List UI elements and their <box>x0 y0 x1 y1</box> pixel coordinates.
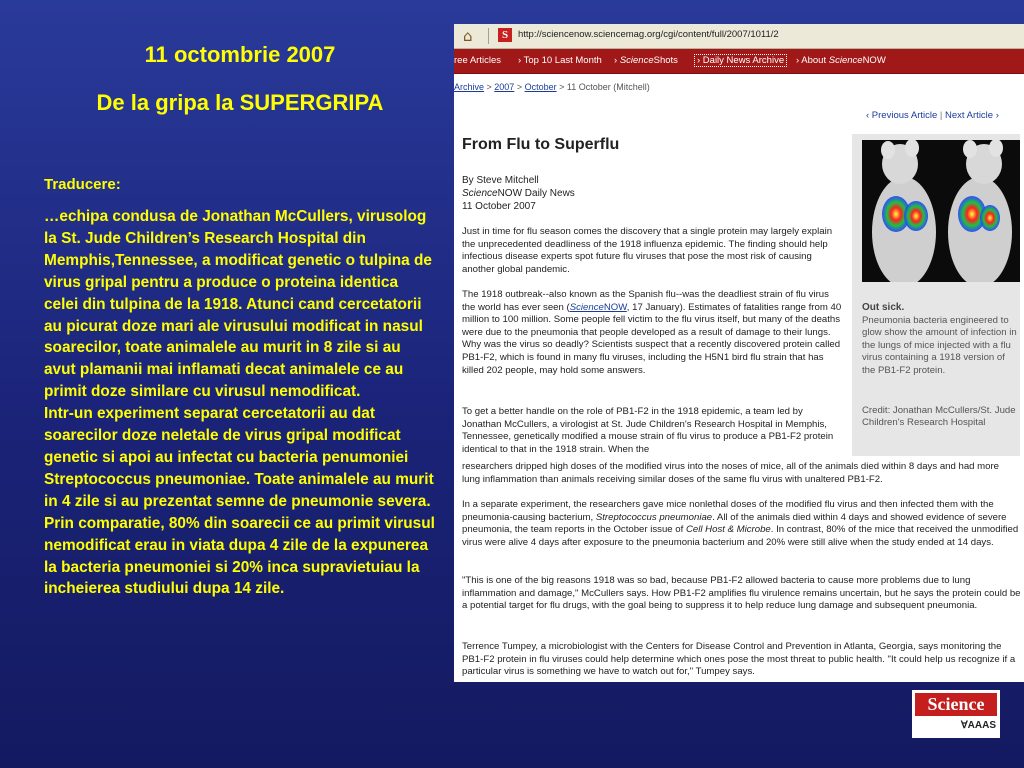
article-paragraph: In a separate experiment, the researchers gave mice nonlethal doses of the modified flu virus and then infected them with the pneumonia-causing bacterium, Streptococcus pneumoniae. All of the animals died within 4 days and showed evidence of severe pneumonia, the team reports in the October issue of Cell Host & Microbe. In contrast, 80% of the mice that received the unmodified virus were alive 4 days after exposure to the pneumonia bacterium and 20% were still alive when the study ended at 14 days. <box>462 499 1019 548</box>
article-title: From Flu to Superflu <box>462 136 620 153</box>
article-paragraph: researchers dripped high doses of the modified virus into the noses of mice, all of the animals died within 8 days and had more lung inflammation than animals receiving similar doses of the same flu virus with unaltered PB1-F2. <box>462 461 1000 485</box>
breadcrumb-year[interactable]: 2007 <box>494 82 515 92</box>
author: By Steve Mitchell <box>462 175 539 186</box>
toolbar-separator <box>488 28 489 44</box>
breadcrumb-archive[interactable]: Archive <box>454 82 485 92</box>
image-credit: Credit: Jonathan McCullers/St. Jude Children's Research Hospital <box>862 405 1016 429</box>
publication: ScienceNOW Daily News <box>462 188 575 199</box>
breadcrumb-month[interactable]: October <box>524 82 557 92</box>
article-nav: ‹ Previous Article | Next Article › <box>866 110 999 121</box>
nav-item-top10[interactable]: › Top 10 Last Month <box>518 55 602 66</box>
sciencenow-link[interactable]: ScienceNOW <box>569 301 627 313</box>
previous-article-link[interactable]: ‹ Previous Article <box>866 110 938 121</box>
science-logo <box>912 690 1000 738</box>
nav-item-free-articles[interactable]: ree Articles <box>454 55 501 66</box>
nav-item-daily-news-archive[interactable]: › Daily News Archive <box>694 54 787 67</box>
article-paragraph: Terrence Tumpey, a microbiologist with the Centers for Disease Control and Prevention in Atlanta, Georgia, says monitoring the PB1-F2 protein in flu viruses could help determine which ones pose the most threat to public health. "It could help us recognize if a particular virus is something we have to watch out for," Tumpey says. <box>462 641 1016 678</box>
article-paragraph: To get a better handle on the role of PB1-F2 in the 1918 epidemic, a team led by Jonathan McCullers, a virologist at St. Jude Children's Research Hospital in Memphis, Tennessee, genetically modified a mouse strain of flu virus to produce a PB1-F2 protein identical to that in the 1918 strain. When the <box>462 406 834 455</box>
site-favicon: S <box>498 28 512 42</box>
address-bar <box>454 24 1024 49</box>
byline <box>462 174 575 213</box>
caption-heading: Out sick. <box>862 302 905 313</box>
article-paragraph: "This is one of the big reasons 1918 was so bad, because PB1-F2 allowed bacteria to cause more problems due to lung inflammation and damage," McCullers says. How PB1-F2 amplifies flu virulence remains uncertain, but he says the protein could be a potential target for flu drugs, with the goal being to suppress it to help reduce lung damage and subsequent pneumonia. <box>462 575 1021 612</box>
aaas-mark: ⱯAAAS <box>960 720 996 731</box>
slide-date: 11 octombrie 2007 <box>144 42 336 67</box>
nav-em: Science <box>619 55 654 66</box>
nav-item-about[interactable]: › About ScienceNOW <box>796 55 886 66</box>
article-paragraph: Just in time for flu season comes the discovery that a single protein may largely explain the unprecedented deadliness of the 1918 influenza epidemic. The finding should help infectious disease experts spot future flu viruses that pose the most risk of causing another global pandemic. <box>462 226 833 275</box>
url-field[interactable]: http://sciencenow.sciencemag.org/cgi/content/full/2007/1011/2 <box>518 29 779 40</box>
site-nav <box>454 49 1024 74</box>
science-logo-wordmark: Science <box>915 693 997 716</box>
breadcrumb: Archive > 2007 > October > 11 October (Mitchell) <box>454 82 650 92</box>
nav-em: Science <box>828 55 863 66</box>
mouse-image-svg <box>862 140 1020 282</box>
next-article-link[interactable]: Next Article › <box>945 110 999 121</box>
mouse-image <box>862 140 1020 282</box>
article-date: 11 October 2007 <box>462 201 536 212</box>
nav-item-scienceshots[interactable]: › ScienceShots <box>614 55 678 66</box>
sidebar-figure <box>852 134 1020 456</box>
home-icon[interactable]: ⌂ <box>463 27 473 45</box>
translation-label: Traducere: <box>44 176 121 193</box>
caption-text: Pneumonia bacteria engineered to glow show the amount of infection in the lungs of mice injected with a flu virus containing a 1918 version of the PB1-F2 protein. <box>862 315 1017 376</box>
slide-headline: De la gripa la SUPERGRIPA <box>96 90 384 115</box>
translation-paragraph: …echipa condusa de Jonathan McCullers, virusolog la St. Jude Children’s Research Hospital din Memphis,Tennessee, a modificat genetic o tulpina de virus gripal pentru a produce o proteina identica celei din tulpina de la 1918. Atunci cand cercetatorii au picurat doze mari ale virusului modificat in nasul soarecilor, toate animalele au murit in 8 zile si au avut plamanii mai inflamati decat animalele ce au primit doze similare cu virusul nemodificat. <box>44 208 432 401</box>
article-screenshot <box>454 24 1024 682</box>
translation-text <box>44 206 436 600</box>
article-paragraph: The 1918 outbreak--also known as the Spanish flu--was the deadliest strain of flu virus the world has ever seen (ScienceNOW, 17 January). Estimates of fatalities range from 40 million to 100 million. Some people fell victim to the flu virus itself, but many of the deaths were due to the pneumonia that people developed as a result of damage to their lungs. Why was the virus so deadly? Scientists suspect that a recently discovered protein called PB1-F2, which is found in many flu viruses, including the H5N1 bird flu strain that has killed 202 people, may hold some answers. <box>462 289 842 376</box>
translation-paragraph: Intr-un experiment separat cercetatorii au dat soarecilor doze neletale de virus gripal modificat genetic si apoi au infectat cu bacteria penumoniei Streptococcus pneumoniae. Toate animalele au murit in 4 zile si au prezentat semne de pneumonie severa. Prin comparatie, 80% din soarecii ce au primit virusul nemodificat erau in viata dupa 4 zile de la expunerea la bacteria pneumoniei si 20% inca supravietuiau la incheierea studiului dupa 14 zile. <box>44 405 435 598</box>
